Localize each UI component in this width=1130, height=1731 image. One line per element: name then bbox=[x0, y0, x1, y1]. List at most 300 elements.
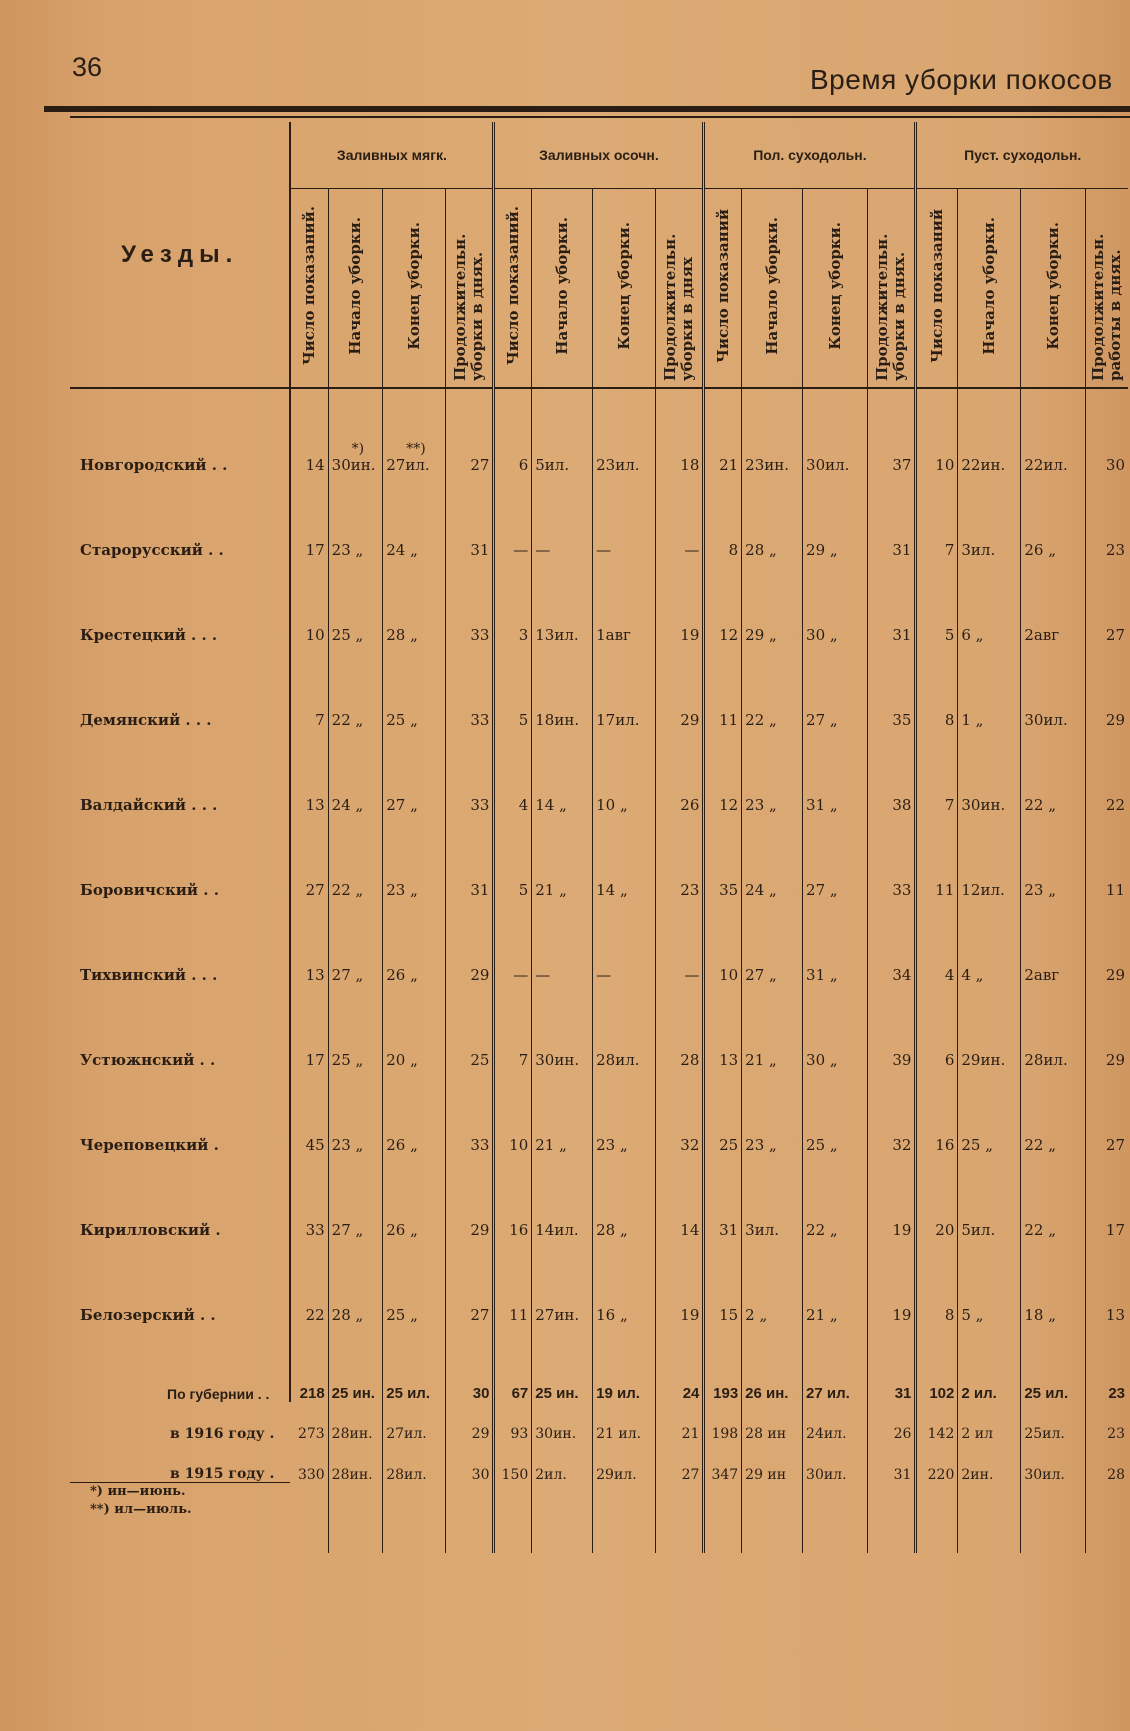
table-cell bbox=[532, 1069, 593, 1154]
column-subheader-text: Число показаний. bbox=[503, 206, 522, 366]
table-cell bbox=[446, 1324, 494, 1402]
cell-value: 27ин. bbox=[535, 1306, 580, 1324]
table-cell bbox=[868, 899, 916, 984]
table-cell bbox=[383, 1324, 446, 1402]
table-row bbox=[70, 1069, 1128, 1154]
table-cell bbox=[1021, 814, 1086, 899]
column-subheader bbox=[916, 189, 958, 389]
column-subheader bbox=[803, 189, 868, 389]
cell-value: — bbox=[513, 966, 529, 984]
table-row bbox=[70, 814, 1128, 899]
cell-value: 27 bbox=[470, 456, 490, 474]
table-row bbox=[70, 1154, 1128, 1239]
group-header: Заливных осочн. bbox=[494, 122, 704, 189]
cell-value: 10 „ bbox=[596, 796, 628, 814]
cell-value: 29 bbox=[1105, 1051, 1125, 1069]
table-cell bbox=[916, 388, 958, 474]
footnote: **) ил—июль. bbox=[90, 1502, 192, 1517]
cell-value: 28ил. bbox=[386, 1466, 427, 1483]
cell-value: 25 ил. bbox=[386, 1385, 431, 1402]
table-cell bbox=[494, 1442, 532, 1483]
cell-value: 28ил. bbox=[596, 1051, 640, 1069]
cell-value: 14 „ bbox=[596, 881, 628, 899]
table-cell bbox=[958, 474, 1021, 559]
cell-value: 29 bbox=[680, 711, 700, 729]
table-cell bbox=[494, 1069, 532, 1154]
table-cell bbox=[958, 644, 1021, 729]
column-subheader bbox=[1086, 189, 1128, 389]
empty-cell bbox=[704, 1483, 742, 1554]
footnote-mark: *) bbox=[351, 441, 365, 457]
table-cell bbox=[868, 644, 916, 729]
cell-value: 22 „ bbox=[745, 711, 777, 729]
cell-value: 198 bbox=[711, 1426, 739, 1442]
table-cell bbox=[1021, 1154, 1086, 1239]
cell-value: 33 bbox=[892, 881, 912, 899]
empty-cell bbox=[383, 1483, 446, 1554]
cell-value: 30 „ bbox=[806, 626, 838, 644]
column-subheader bbox=[494, 189, 532, 389]
cell-value: 33 bbox=[470, 711, 490, 729]
cell-value: 273 bbox=[297, 1426, 325, 1442]
cell-value: 6 bbox=[944, 1051, 955, 1069]
cell-value: 27 bbox=[1105, 1136, 1125, 1154]
cell-value: 30 „ bbox=[806, 1051, 838, 1069]
cell-value: 23 „ bbox=[745, 1136, 777, 1154]
table-cell bbox=[290, 1154, 328, 1239]
table-cell bbox=[328, 1324, 383, 1402]
district-name: Боровичский . . bbox=[70, 814, 290, 899]
table-cell bbox=[328, 559, 383, 644]
cell-value: 35 bbox=[892, 711, 912, 729]
table-cell bbox=[916, 644, 958, 729]
cell-value: 27 „ bbox=[806, 881, 838, 899]
table-cell bbox=[1086, 1442, 1128, 1483]
table-cell bbox=[704, 984, 742, 1069]
table-cell bbox=[916, 899, 958, 984]
table-cell bbox=[704, 1442, 742, 1483]
cell-value: 25 ин. bbox=[331, 1385, 375, 1402]
cell-value: 25 ил. bbox=[1024, 1385, 1069, 1402]
table-cell bbox=[494, 559, 532, 644]
cell-value: 27 ил. bbox=[806, 1385, 850, 1402]
table-cell bbox=[868, 1154, 916, 1239]
table-cell bbox=[1086, 984, 1128, 1069]
table-cell bbox=[383, 1069, 446, 1154]
table-cell bbox=[656, 1154, 704, 1239]
cell-value: 26 „ bbox=[386, 1136, 418, 1154]
table-cell bbox=[446, 1402, 494, 1442]
table-cell bbox=[656, 1324, 704, 1402]
cell-value: 17ил. bbox=[596, 711, 640, 729]
cell-value: 2 ил. bbox=[961, 1385, 997, 1402]
top-rule bbox=[44, 106, 1130, 112]
table-cell bbox=[383, 814, 446, 899]
cell-value: 14ил. bbox=[535, 1221, 579, 1239]
column-subheader bbox=[868, 189, 916, 389]
table-cell bbox=[1086, 388, 1128, 474]
cell-value: 5ил. bbox=[961, 1221, 996, 1239]
cell-value: 25 ин. bbox=[535, 1385, 579, 1402]
cell-value: 27 bbox=[1105, 626, 1125, 644]
cell-value: 23ил. bbox=[596, 456, 640, 474]
cell-value: 26 „ bbox=[386, 966, 418, 984]
table-cell bbox=[958, 1069, 1021, 1154]
cell-value: 12 bbox=[719, 626, 739, 644]
cell-value: 5 bbox=[518, 881, 529, 899]
table-cell bbox=[328, 1069, 383, 1154]
cell-value: 29ин. bbox=[961, 1051, 1006, 1069]
cell-value: 6 „ bbox=[961, 626, 984, 644]
table-cell bbox=[868, 984, 916, 1069]
cell-value: 330 bbox=[297, 1466, 325, 1483]
table-cell bbox=[1086, 644, 1128, 729]
cell-value: 23 „ bbox=[386, 881, 418, 899]
column-subheader-text: Конец уборки. bbox=[1043, 222, 1062, 350]
table-row bbox=[70, 644, 1128, 729]
column-subheader-text: Начало уборки. bbox=[552, 217, 571, 355]
table-cell bbox=[1086, 899, 1128, 984]
cell-value: 7 bbox=[944, 541, 955, 559]
cell-value: 26 bbox=[680, 796, 700, 814]
table-cell bbox=[1021, 644, 1086, 729]
table-cell bbox=[1086, 1239, 1128, 1324]
cell-value: 30ин. bbox=[961, 796, 1006, 814]
table-cell bbox=[446, 644, 494, 729]
cell-value: 23 „ bbox=[745, 796, 777, 814]
cell-value: 27 „ bbox=[331, 1221, 364, 1239]
cell-value: 18ин. bbox=[535, 711, 580, 729]
column-subheader bbox=[383, 189, 446, 389]
cell-value: 29ил. bbox=[596, 1466, 637, 1483]
table-row bbox=[70, 729, 1128, 814]
table-cell bbox=[494, 729, 532, 814]
cell-value: 13 bbox=[305, 796, 325, 814]
cell-value: 10 bbox=[719, 966, 739, 984]
table-cell bbox=[1021, 388, 1086, 474]
cell-value: 23 „ bbox=[331, 1136, 364, 1154]
cell-value: 5 „ bbox=[961, 1306, 984, 1324]
table-cell bbox=[868, 814, 916, 899]
column-subheader-text: Начало уборки. bbox=[345, 217, 364, 355]
table-cell bbox=[742, 1069, 803, 1154]
table-cell bbox=[1021, 729, 1086, 814]
table-cell bbox=[1086, 474, 1128, 559]
table-cell bbox=[868, 1442, 916, 1483]
district-name: Демянский . . . bbox=[70, 644, 290, 729]
table-cell bbox=[446, 559, 494, 644]
table-cell bbox=[1021, 474, 1086, 559]
cell-value: 218 bbox=[299, 1385, 325, 1402]
table-cell bbox=[593, 1239, 656, 1324]
cell-value: 22 „ bbox=[1024, 796, 1056, 814]
cell-value: 23 bbox=[680, 881, 700, 899]
table-cell bbox=[656, 1442, 704, 1483]
table-cell bbox=[803, 1069, 868, 1154]
table-cell bbox=[958, 388, 1021, 474]
table-cell bbox=[656, 559, 704, 644]
table-cell bbox=[803, 474, 868, 559]
table-cell bbox=[446, 1154, 494, 1239]
table-cell bbox=[290, 1442, 328, 1483]
cell-value: 7 bbox=[518, 1051, 529, 1069]
cell-value: 30 bbox=[1105, 456, 1125, 474]
cell-value: 33 bbox=[470, 796, 490, 814]
table-cell bbox=[958, 814, 1021, 899]
cell-value: 3ил. bbox=[961, 541, 996, 559]
cell-value: 22 „ bbox=[331, 881, 364, 899]
table-cell bbox=[593, 1442, 656, 1483]
cell-value: 27 bbox=[470, 1306, 490, 1324]
cell-value: 193 bbox=[713, 1385, 739, 1402]
table-cell bbox=[1021, 1069, 1086, 1154]
table-cell bbox=[446, 474, 494, 559]
table-cell bbox=[446, 899, 494, 984]
column-subheader-text: Конец уборки. bbox=[614, 222, 633, 350]
column-subheader-text: Число показаний bbox=[927, 209, 946, 363]
table-cell bbox=[328, 1154, 383, 1239]
cell-value: 28 „ bbox=[331, 1306, 364, 1324]
cell-value: 25 „ bbox=[386, 711, 418, 729]
table-cell bbox=[328, 1239, 383, 1324]
cell-value: 28ин. bbox=[331, 1426, 373, 1442]
table-row bbox=[70, 1402, 1128, 1442]
cell-value: 30 bbox=[471, 1466, 490, 1483]
table-cell bbox=[593, 1324, 656, 1402]
table-cell bbox=[958, 1154, 1021, 1239]
table-row bbox=[70, 559, 1128, 644]
cell-value: 8 bbox=[944, 711, 955, 729]
table-cell bbox=[704, 1154, 742, 1239]
table-cell bbox=[803, 814, 868, 899]
cell-value: 34 bbox=[892, 966, 912, 984]
table-cell bbox=[803, 388, 868, 474]
table-cell bbox=[290, 559, 328, 644]
cell-value: 23 bbox=[1107, 1426, 1125, 1442]
column-subheader bbox=[532, 189, 593, 389]
table-cell bbox=[868, 1324, 916, 1402]
table-cell bbox=[742, 644, 803, 729]
table-cell bbox=[532, 1154, 593, 1239]
cell-value: 2ин. bbox=[961, 1466, 994, 1483]
table-cell bbox=[656, 644, 704, 729]
table-cell bbox=[532, 474, 593, 559]
cell-value: 3ил. bbox=[745, 1221, 780, 1239]
cell-value: 27ил. bbox=[386, 456, 430, 474]
cell-value: 22 „ bbox=[331, 711, 364, 729]
table-cell bbox=[916, 559, 958, 644]
table-cell bbox=[383, 729, 446, 814]
table-cell bbox=[494, 814, 532, 899]
cell-value: 24 „ bbox=[331, 796, 364, 814]
cell-value: 26 „ bbox=[1024, 541, 1056, 559]
cell-value: 21 „ bbox=[745, 1051, 777, 1069]
column-subheader-text: Число показаний. bbox=[300, 206, 319, 366]
column-subheader-text: Начало уборки. bbox=[762, 217, 781, 355]
cell-value: 13ил. bbox=[535, 626, 579, 644]
table-cell bbox=[958, 1324, 1021, 1402]
cell-value: 17 bbox=[305, 541, 325, 559]
cell-value: 4 bbox=[518, 796, 529, 814]
column-subheader-text: Продолжительн. работы в днях. bbox=[1089, 233, 1125, 381]
table-cell bbox=[742, 1442, 803, 1483]
cell-value: 15 bbox=[719, 1306, 739, 1324]
cell-value: 30ин. bbox=[535, 1426, 577, 1442]
column-subheader bbox=[446, 189, 494, 389]
cell-value: 20 bbox=[935, 1221, 955, 1239]
cell-value: — bbox=[596, 966, 612, 984]
cell-value: 28 „ bbox=[745, 541, 777, 559]
cell-value: 30ин. bbox=[535, 1051, 580, 1069]
cell-value: 1 „ bbox=[961, 711, 984, 729]
table-cell bbox=[593, 1154, 656, 1239]
cell-value: 28 bbox=[1107, 1466, 1125, 1483]
table-cell bbox=[868, 729, 916, 814]
table-cell bbox=[328, 1402, 383, 1442]
district-name: Новгородский . . bbox=[70, 388, 290, 474]
table-cell bbox=[656, 729, 704, 814]
column-subheader bbox=[742, 189, 803, 389]
running-title: Время уборки покосов bbox=[810, 64, 1113, 95]
table-cell bbox=[446, 729, 494, 814]
table-cell bbox=[532, 1442, 593, 1483]
cell-value: 28ил. bbox=[1024, 1051, 1068, 1069]
cell-value: 24 bbox=[682, 1385, 700, 1402]
table-cell bbox=[803, 899, 868, 984]
cell-value: 5ил. bbox=[535, 456, 570, 474]
table-row bbox=[70, 899, 1128, 984]
table-cell bbox=[958, 559, 1021, 644]
cell-value: 3 bbox=[518, 626, 529, 644]
table-cell bbox=[916, 814, 958, 899]
cell-value: — bbox=[535, 966, 551, 984]
table-cell bbox=[704, 474, 742, 559]
cell-value: — bbox=[684, 541, 700, 559]
cell-value: 67 bbox=[511, 1385, 529, 1402]
cell-value: 33 bbox=[470, 1136, 490, 1154]
table-cell bbox=[704, 729, 742, 814]
empty-cell bbox=[532, 1483, 593, 1554]
column-subheader bbox=[328, 189, 383, 389]
table-cell bbox=[328, 1442, 383, 1483]
table-cell bbox=[1021, 559, 1086, 644]
table-cell bbox=[383, 984, 446, 1069]
cell-value: 11 bbox=[935, 881, 955, 899]
cell-value: 31 bbox=[894, 1385, 912, 1402]
cell-value: 21 ил. bbox=[596, 1426, 642, 1442]
cell-value: 1авг bbox=[596, 626, 631, 644]
cell-value: 29 bbox=[471, 1426, 490, 1442]
column-subheader-text: Число показаний bbox=[713, 209, 732, 363]
table-cell bbox=[803, 644, 868, 729]
cell-value: 21 bbox=[719, 456, 739, 474]
cell-value: 23 bbox=[1108, 1385, 1125, 1402]
cell-value: 12ил. bbox=[961, 881, 1005, 899]
cell-value: 38 bbox=[892, 796, 912, 814]
table-cell bbox=[958, 1239, 1021, 1324]
table-cell bbox=[916, 1324, 958, 1402]
district-name: Валдайский . . . bbox=[70, 729, 290, 814]
table-cell bbox=[593, 644, 656, 729]
table-cell bbox=[1086, 1154, 1128, 1239]
cell-value: 23 „ bbox=[331, 541, 364, 559]
table-cell bbox=[656, 984, 704, 1069]
table-cell bbox=[742, 1324, 803, 1402]
cell-value: 23 bbox=[1105, 541, 1125, 559]
cell-value: 21 „ bbox=[535, 881, 567, 899]
cell-value: 12 bbox=[719, 796, 739, 814]
cell-value: 6 bbox=[518, 456, 529, 474]
cell-value: 29 „ bbox=[806, 541, 838, 559]
table-cell bbox=[593, 474, 656, 559]
table-cell bbox=[916, 474, 958, 559]
footnotes bbox=[70, 1483, 290, 1554]
table-cell bbox=[704, 1324, 742, 1402]
table-cell bbox=[532, 729, 593, 814]
cell-value: 19 bbox=[892, 1221, 912, 1239]
table-cell bbox=[446, 1442, 494, 1483]
cell-value: 28 „ bbox=[386, 626, 418, 644]
cell-value: 25 „ bbox=[386, 1306, 418, 1324]
cell-value: 22 bbox=[305, 1306, 325, 1324]
cell-value: 17 bbox=[305, 1051, 325, 1069]
table-cell bbox=[656, 899, 704, 984]
district-name: Старорусский . . bbox=[70, 474, 290, 559]
top-rule-thin bbox=[70, 116, 1130, 118]
cell-value: 23ин. bbox=[745, 456, 790, 474]
cell-value: 30 bbox=[472, 1385, 490, 1402]
cell-value: 22 „ bbox=[806, 1221, 838, 1239]
table-cell bbox=[532, 1239, 593, 1324]
table-cell bbox=[1021, 984, 1086, 1069]
cell-value: 142 bbox=[927, 1426, 955, 1442]
table-cell bbox=[958, 984, 1021, 1069]
cell-value: 22 bbox=[1105, 796, 1125, 814]
cell-value: 33 bbox=[305, 1221, 325, 1239]
table-cell bbox=[742, 1402, 803, 1442]
district-name: Крестецкий . . . bbox=[70, 559, 290, 644]
table-cell bbox=[593, 1069, 656, 1154]
cell-value: 2 „ bbox=[745, 1306, 768, 1324]
cell-value: 8 bbox=[728, 541, 739, 559]
table-cell bbox=[803, 1239, 868, 1324]
cell-value: 27 „ bbox=[806, 711, 838, 729]
table-cell bbox=[704, 1402, 742, 1442]
cell-value: 21 bbox=[681, 1426, 700, 1442]
cell-value: 18 bbox=[680, 456, 700, 474]
cell-value: 2ил. bbox=[535, 1466, 567, 1483]
table-cell bbox=[494, 644, 532, 729]
table-cell bbox=[446, 388, 494, 474]
cell-value: 19 bbox=[680, 1306, 700, 1324]
cell-value: 30ин. bbox=[331, 456, 376, 474]
cell-value: 31 bbox=[470, 541, 490, 559]
cell-value: 29 ин bbox=[745, 1466, 787, 1483]
cell-value: 31 „ bbox=[806, 796, 838, 814]
cell-value: 220 bbox=[927, 1466, 955, 1483]
table-cell bbox=[742, 388, 803, 474]
table-cell bbox=[1021, 899, 1086, 984]
cell-value: 33 bbox=[470, 626, 490, 644]
table-row bbox=[70, 984, 1128, 1069]
cell-value: 45 bbox=[305, 1136, 325, 1154]
cell-value: 14 bbox=[680, 1221, 700, 1239]
table-row bbox=[70, 474, 1128, 559]
table-cell bbox=[803, 984, 868, 1069]
cell-value: 31 „ bbox=[806, 966, 838, 984]
table-row bbox=[70, 1239, 1128, 1324]
table-cell bbox=[656, 1069, 704, 1154]
